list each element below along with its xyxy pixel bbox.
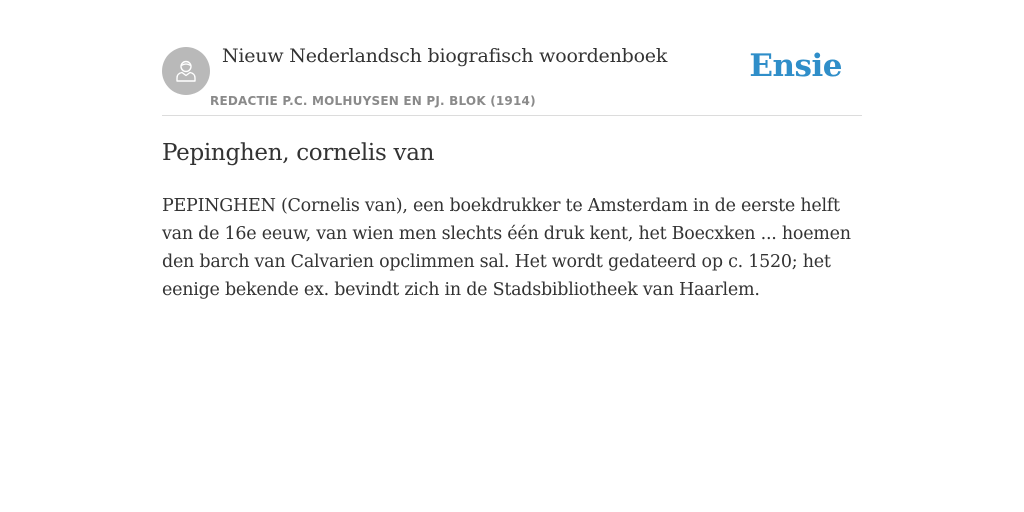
source-title[interactable]: Nieuw Nederlandsch biografisch woordenboek bbox=[222, 45, 668, 67]
source-subtitle: REDACTIE P.C. MOLHUYSEN EN PJ. BLOK (1914) bbox=[210, 94, 536, 108]
entry-body: PEPINGHEN (Cornelis van), een boekdrukker te Amsterdam in de eerste helft van de 16e eeuw, van wien men slechts één druk kent, het Boecxken ... hoemen den barch van Calvarien opclimmen sal. Het wordt gedateerd op c. 1520; het eenige bekende ex. bevindt zich in de Stadsbibliotheek van Haarlem. bbox=[162, 196, 851, 300]
ensie-logo-link[interactable]: Ensie bbox=[749, 48, 842, 84]
entry-title: Pepinghen, cornelis van bbox=[162, 140, 435, 166]
page-container bbox=[162, 0, 862, 300]
source-header bbox=[162, 0, 862, 116]
user-icon bbox=[172, 57, 200, 85]
avatar[interactable] bbox=[162, 47, 210, 95]
